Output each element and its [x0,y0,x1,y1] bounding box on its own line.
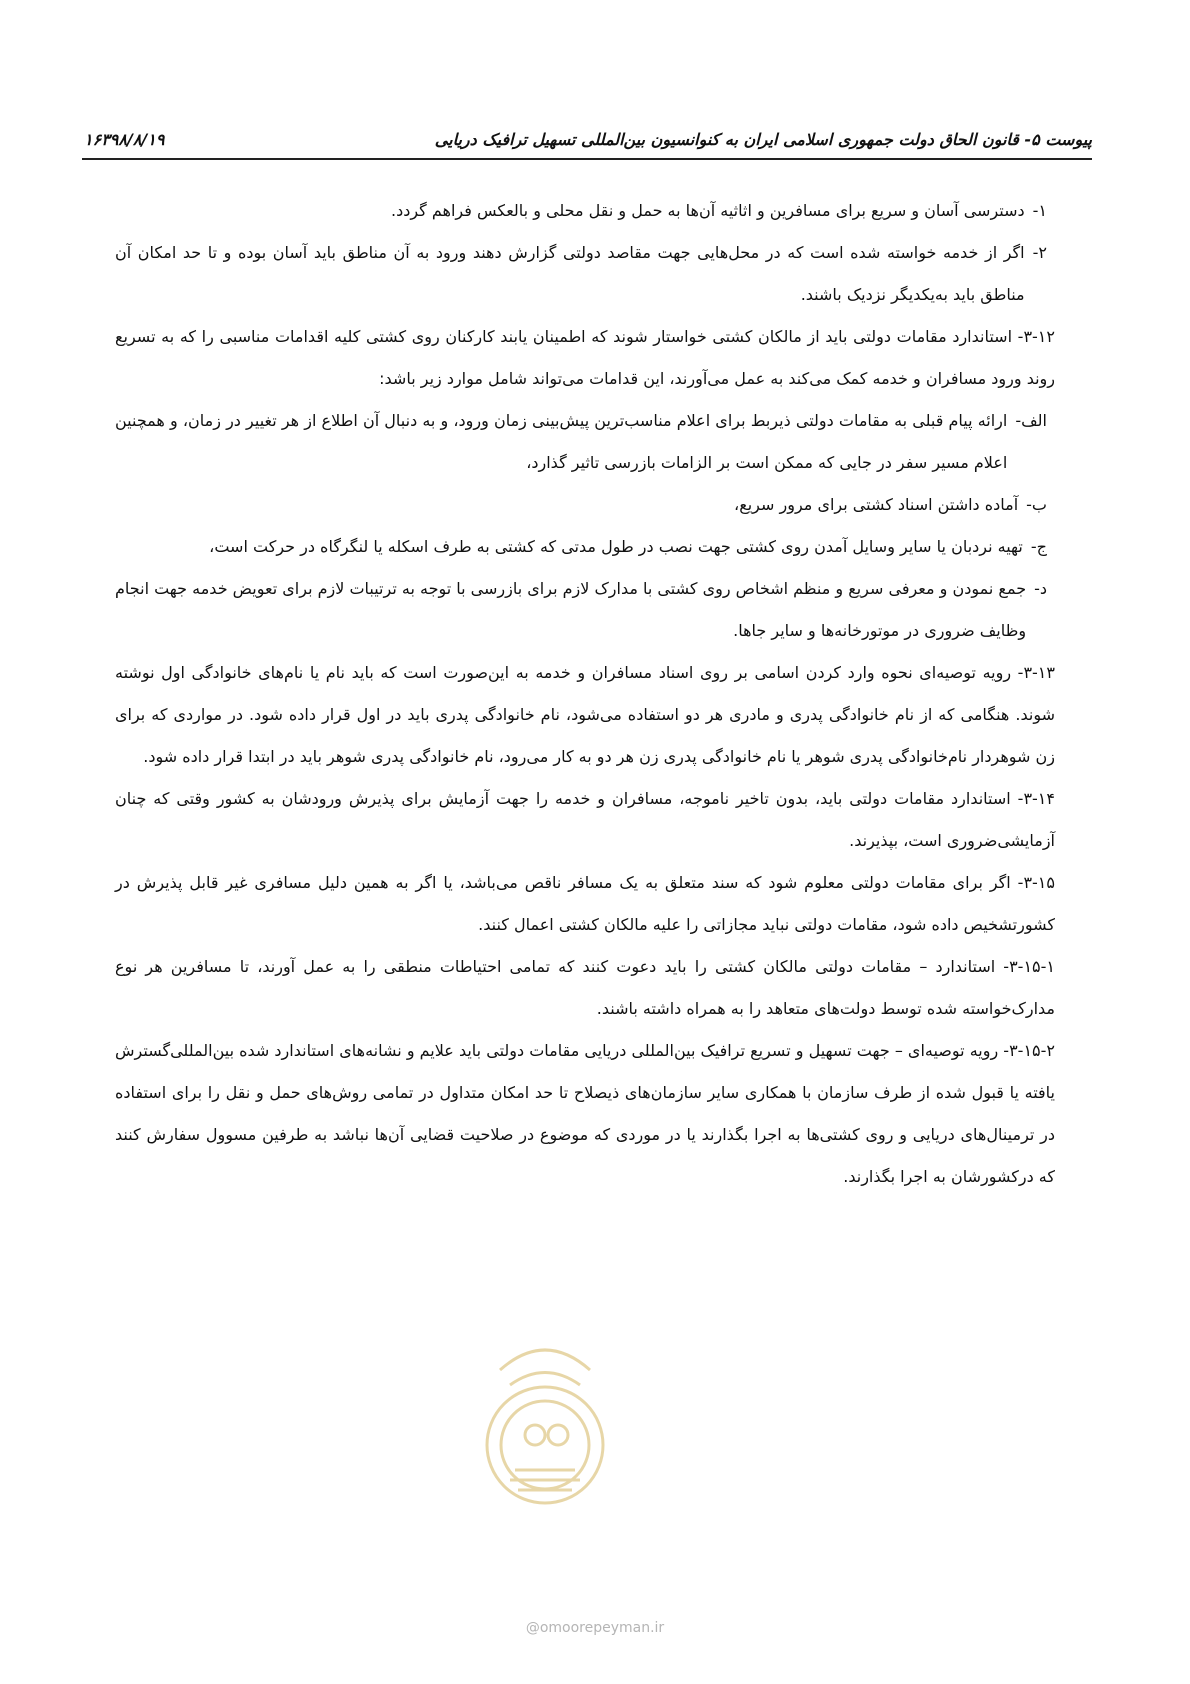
document-body [115,190,1055,1198]
list-text: آماده داشتن اسناد کشتی برای مرور سریع، [734,495,1019,514]
watermark-logo-icon [470,1330,620,1520]
list-text: دسترسی آسان و سریع برای مسافرین و اثاثیه آن‌ها به حمل و نقل محلی و بالعکس فراهم گردد. [391,201,1025,220]
list-text: اگر از خدمه خواسته شده است که در محل‌هایی جهت مقاصد دولتی گزارش دهند ورود به آن مناطق باید آسان بوده و تا حد امکان آن مناطق باید به‌یکدیگر نزدیک باشند. [115,243,1025,304]
paragraph-3-15-1: ۳-۱۵-۱- استاندارد – مقامات دولتی مالکان کشتی را باید دعوت کنند که تمامی احتیاطات منطقی را به عمل آورند، تا مسافرین هر نوع مدارک‌خواسته شده توسط دولت‌های متعاهد را به همراه داشته باشند. [115,957,1055,1018]
list-item [115,400,1055,484]
list-marker: ب- [1026,495,1047,514]
list-text: ارائه پیام قبلی به مقامات دولتی ذیربط برای اعلام مناسب‌ترین پیش‌بینی زمان ورود، و به دنبال آن اطلاع از هر تغییر در زمان، و همچنین اعلام مسیر سفر در جایی که ممکن است بر الزامات بازرسی تاثیر گذارد، [115,411,1008,472]
list-marker: ج- [1030,537,1047,556]
document-title: پیوست ۵- قانون الحاق دولت جمهوری اسلامی ایران به کنوانسیون بین‌المللی تسهیل ترافیک دریایی [434,130,1092,149]
list-item [115,568,1055,652]
list-item [115,526,1055,568]
paragraph-3-15-2: ۳-۱۵-۲- رویه توصیه‌ای – جهت تسهیل و تسریع ترافیک بین‌المللی دریایی مقامات دولتی باید علایم و نشانه‌های استاندارد شده بین‌المللی‌گسترش یافته یا قبول شده از طرف سازمان با همکاری سایر سازمان‌های ذیصلاح تا حد امکان متداول در تمامی روش‌های حمل و نقل را برای استفاده در ترمینال‌های دریایی و روی کشتی‌ها به اجرا بگذارند یا در موردی که موضوع در صلاحیت قضایی آن‌ها نباشد به طرفین مسوول سفارش کنند که درکشورشان به اجرا بگذارند. [115,1041,1055,1186]
watermark-site: @omoorepeyman.ir [525,1620,665,1636]
list-marker: الف- [1015,411,1047,430]
page-header [82,128,1092,160]
list-marker: د- [1034,579,1047,598]
paragraph-3-13: ۳-۱۳- رویه توصیه‌ای نحوه وارد کردن اسامی بر روی اسناد مسافران و خدمه به این‌صورت است که باید نام یا نام‌های خانوادگی اول نوشته شوند. هنگامی که از نام خانوادگی پدری و مادری هر دو استفاده می‌شود، نام خانوادگی پدری باید در اول قرار داده شود. در مواردی که برای زن شوهردار نام‌خانوادگی پدری شوهر یا نام خانوادگی پدری زن هر دو به کار می‌رود، نام خانوادگی پدری شوهر باید در ابتدا قرار داده شود. [115,663,1055,766]
paragraph-3-14: ۳-۱۴- استاندارد مقامات دولتی باید، بدون تاخیر ناموجه، مسافران و خدمه را جهت آزمایش برای پذیرش ورودشان به کشور وقتی که چنان آزمایشی‌ضروری است، بپذیرند. [115,789,1055,850]
paragraph-3-12: ۳-۱۲- استاندارد مقامات دولتی باید از مالکان کشتی خواستار شوند که اطمینان یابند کارکنان روی کشتی کلیه اقدامات مناسبی را که به تسریع روند ورود مسافران و خدمه کمک می‌کند به عمل می‌آورند، این قدامات می‌تواند شامل موارد زیر باشد: [115,327,1055,388]
list-marker: ۱- [1032,201,1047,220]
document-date: ۱۶۳۹۸/۸/۱۹ [84,130,165,149]
list-item [115,484,1055,526]
paragraph-3-15: ۳-۱۵- اگر برای مقامات دولتی معلوم شود که سند متعلق به یک مسافر ناقص می‌باشد، یا اگر به همین دلیل مسافری غیر قابل پذیرش در کشورتشخیص داده شود، مقامات دولتی نباید مجازاتی را علیه مالکان کشتی اعمال کنند. [115,873,1055,934]
list-text: تهیه نردبان یا سایر وسایل آمدن روی کشتی جهت نصب در طول مدتی که کشتی به طرف اسکله یا لنگرگاه در حرکت است، [209,537,1023,556]
list-item [115,232,1055,316]
list-item [115,190,1055,232]
list-marker: ۲- [1032,243,1047,262]
list-text: جمع نمودن و معرفی سریع و منظم اشخاص روی کشتی با مدارک لازم برای بازرسی با توجه به ترتیبات لازم برای تعویض خدمه جهت انجام وظایف ضروری در موتورخانه‌ها و سایر جاها. [115,579,1027,640]
